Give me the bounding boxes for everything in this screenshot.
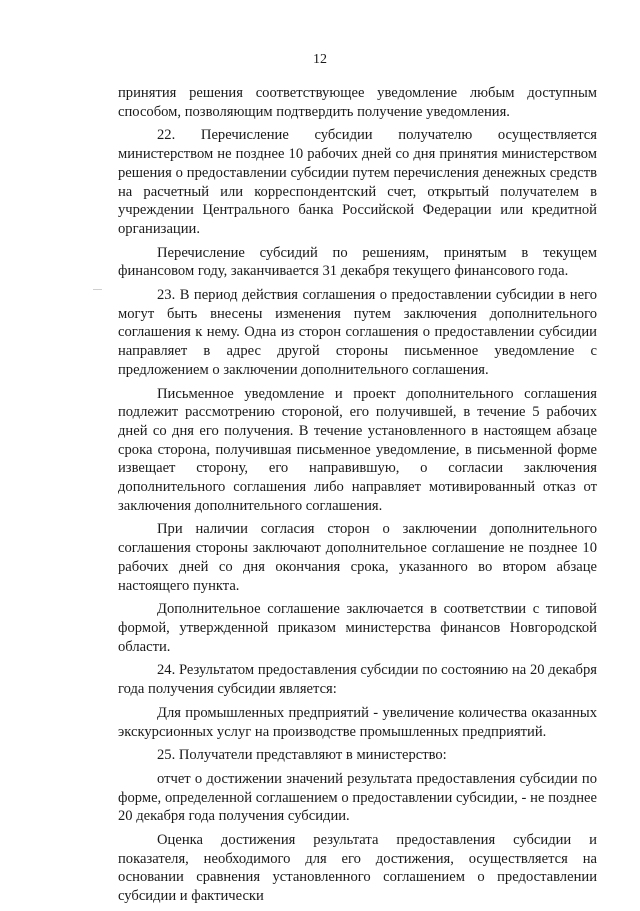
paragraph-standard-form: Дополнительное соглашение заключается в соответствии с типовой формой, утвержденной приказом министерства финансов Новгородской области. <box>118 601 597 655</box>
margin-mark <box>93 289 102 290</box>
paragraph-clause-22: 22. Перечисление субсидии получателю осуществляется министерством не позднее 10 рабочих дней со дня принятия министерством решения о предоставлении субсидии путем перечисления денежных средств на расчетный или корреспондентский счет, открытый получателем в учреждении Центрального банка Российской Федерации или кредитной организации. <box>118 127 597 237</box>
document-body <box>118 84 597 906</box>
paragraph-report: отчет о достижении значений результата предоставления субсидии по форме, определенной соглашением о предоставлении субсидии, - не позднее 20 декабря года получения субсидии. <box>118 770 597 825</box>
paragraph-clause-25: 25. Получатели представляют в министерство: <box>157 747 447 764</box>
paragraph-industrial-result: Для промышленных предприятий - увеличение количества оказанных экскурсионных услуг на производстве промышленных предприятий. <box>118 704 597 740</box>
page-number: 12 <box>313 52 327 67</box>
paragraph-clause-23: 23. В период действия соглашения о предоставлении субсидии в него могут быть внесены изменения путем заключения дополнительного соглашения к нему. Одна из сторон соглашения о предоставлении субсидии направляет в адрес другой стороны письменное уведомление с предложением о заключении дополнительного соглашения. <box>118 287 597 378</box>
paragraph-continuation: принятия решения соответствующее уведомление любым доступным способом, позволяющим подтвердить получение уведомления. <box>118 85 597 120</box>
paragraph-notice-review: Письменное уведомление и проект дополнительного соглашения подлежит рассмотрению стороной, его получившей, в течение 5 рабочих дней со дня его получения. В течение установленного в настоящем абзаце срока сторона, получившая письменное уведомление, в письменной форме извещает сторону, его направившую, о согласии заключения дополнительного соглашения либо направляет мотивированный отказ от заключения дополнительного соглашения. <box>118 385 597 514</box>
paragraph-evaluation: Оценка достижения результата предоставления субсидии и показателя, необходимого для его достижения, осуществляется на основании сравнения установленного соглашением о предоставлении субсидии и фактически <box>118 832 597 905</box>
paragraph-agreement-conclusion: При наличии согласия сторон о заключении дополнительного соглашения стороны заключают дополнительное соглашение не позднее 10 рабочих дней со дня окончания срока, указанного во втором абзаце настоящего пункта. <box>118 521 597 594</box>
paragraph-clause-24: 24. Результатом предоставления субсидии по состоянию на 20 декабря года получения субсидии является: <box>118 662 597 698</box>
paragraph-transfer-deadline: Перечисление субсидий по решениям, принятым в текущем финансовом году, заканчивается 31 декабря текущего финансового года. <box>118 244 597 280</box>
